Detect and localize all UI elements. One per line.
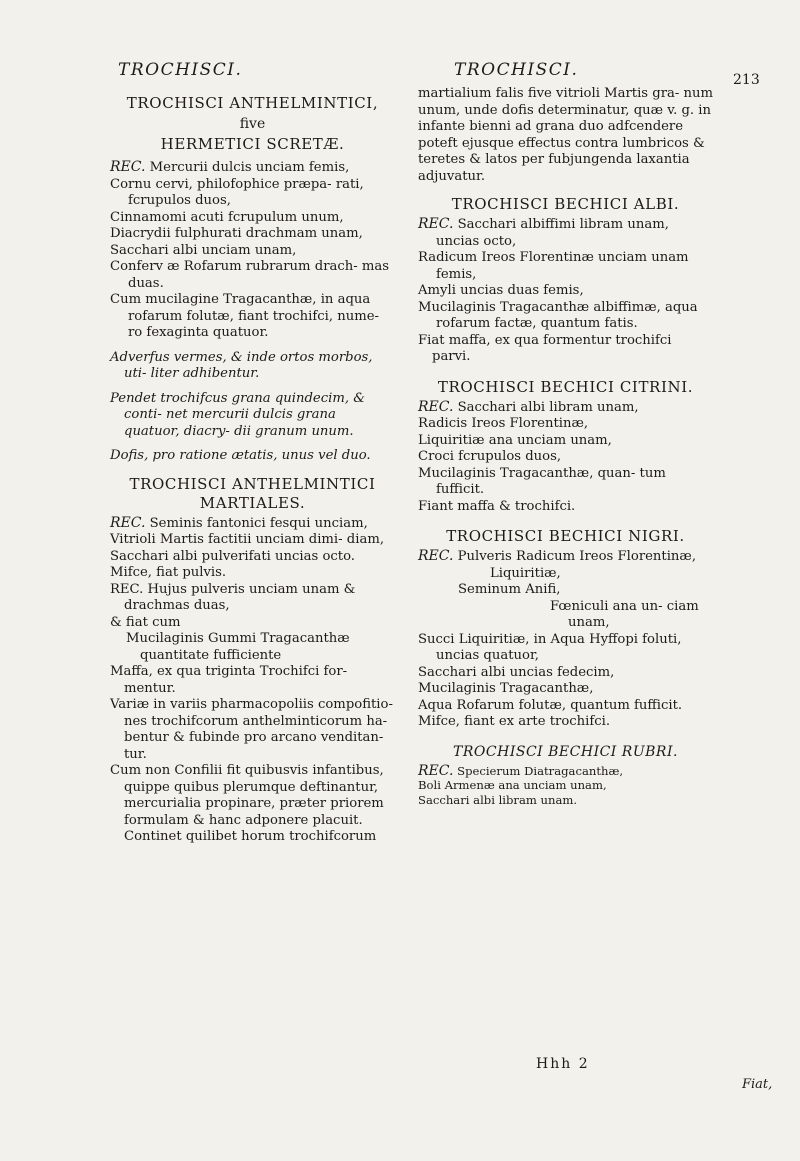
ingredient-line	[418, 582, 713, 599]
ingredient-text: Sacchari albiffimi libram unam, uncias octo,	[436, 217, 669, 249]
ingredient-line	[418, 433, 713, 450]
ingredient-text: Sacchari albi libram unam.	[418, 792, 578, 807]
ingredient-line	[418, 449, 713, 466]
section-subheading: five	[239, 116, 266, 132]
section-heading: TROCHISCI BECHICI CITRINI.	[437, 377, 694, 396]
ingredient-text: Succi Liquiritiæ, in Aqua Hyffopi foluti, uncias quatuor,	[418, 631, 682, 663]
ingredient-text: Sacchari albi unciam unam,	[110, 242, 297, 258]
ingredient-line	[418, 665, 713, 682]
ingredient-line	[418, 632, 713, 665]
ingredient-line	[110, 515, 395, 533]
usage-note: Adverfus vermes, & inde ortos morbos, uti- liter adhibentur.	[110, 349, 373, 381]
ingredient-text: Mucilaginis Tragacanthæ,	[418, 681, 594, 696]
ingredient-line	[418, 399, 713, 417]
ingredient-text: Amyli uncias duas femis,	[418, 283, 584, 298]
ingredient-line	[110, 210, 395, 227]
closing-line: Fiant maffa & trochifci.	[418, 498, 576, 514]
recipe-marker: REC.	[418, 216, 454, 232]
recipe-marker: REC.	[418, 548, 454, 564]
ingredient-text: Mucilaginis Tragacanthæ, quan- tum fufficit.	[418, 465, 666, 497]
ingredient-line	[110, 177, 395, 210]
section-heading: TROCHISCI BECHICI RUBRI.	[453, 743, 678, 760]
ingredient-text: Pulveris Radicum Ireos Florentinæ,	[457, 549, 697, 564]
ingredient-text: Sacchari albi uncias fedecim,	[418, 664, 615, 680]
ingredient-line	[110, 159, 395, 177]
ingredient-line	[418, 778, 713, 793]
recipe-marker: REC.	[110, 514, 146, 531]
ingredient-text: Boli Armenæ ana unciam unam,	[418, 778, 607, 792]
recipe-marker: REC.	[110, 159, 146, 175]
ingredient-line	[418, 250, 713, 283]
ingredient-text: Diacrydii fulphurati drachmam unam,	[110, 226, 363, 241]
ingredient-text: Specierum Diatragacanthæ,	[457, 763, 624, 778]
direction-line: Mifce, fiat pulvis.	[110, 565, 227, 580]
right-column	[418, 60, 713, 807]
signature-mark: Hhh 2	[536, 1056, 590, 1072]
ingredient-text: Sacchari albi pulverifati uncias octo.	[110, 548, 355, 564]
dosage-note: Dofis, pro ratione ætatis, unus vel duo.	[110, 448, 371, 463]
ingredient-text: Aqua Rofarum folutæ, quantum fufficit.	[418, 697, 683, 713]
ingredient-text: Seminum Anifi,	[458, 582, 561, 597]
recipe-marker: REC.	[418, 762, 454, 779]
section-heading: TROCHISCI BECHICI ALBI.	[451, 195, 680, 213]
ingredient-line	[110, 243, 395, 260]
ingredient-text: Radicis Ireos Florentinæ,	[418, 416, 589, 431]
ingredient-text: Cornu cervi, philofophice præpa- rati, fcrupulos duos,	[110, 176, 364, 208]
recipe-marker: REC.	[418, 398, 454, 415]
ingredient-line	[110, 259, 395, 292]
ingredient-text: Mucilaginis Tragacanthæ albiffimæ, aqua rofarum factæ, quantum fatis.	[418, 299, 698, 331]
ingredient-line	[418, 698, 713, 715]
catchword: Fiat,	[742, 1077, 773, 1092]
direction-line: & fiat cum	[110, 614, 181, 630]
ingredient-line	[418, 300, 713, 333]
ingredient-text: Croci fcrupulos duos,	[418, 449, 562, 464]
ingredient-line	[110, 226, 395, 243]
closing-line: Fiat maffa, ex qua formentur trochifci parvi.	[418, 332, 672, 364]
ingredient-line	[418, 566, 713, 583]
ingredient-text: Vitrioli Martis factitii unciam dimi- diam,	[110, 532, 385, 547]
ingredient-text: Seminis fantonici fesqui unciam,	[149, 515, 368, 531]
ingredient-text: Liquiritiæ ana unciam unam,	[418, 432, 612, 448]
section-subheading: HERMETICI SCRETÆ.	[160, 135, 345, 153]
direction-line: Variæ in variis pharmacopoliis compofitio- nes trochifcorum anthelminticorum ha- bentur & fubinde pro arcano venditan- tur.	[110, 697, 393, 762]
ingredient-line	[110, 292, 395, 342]
weight-note: Pendet trochifcus grana quindecim, & conti- net mercurii dulcis grana quatuor, diacry- dii granum unum.	[110, 390, 365, 439]
direction-line: Maffa, ex qua triginta Trochifci for- mentur.	[110, 664, 348, 696]
ingredient-text: Conferv æ Rofarum rubrarum drach- mas duas.	[110, 259, 390, 291]
ingredient-line	[418, 599, 713, 632]
ingredient-line	[418, 283, 713, 300]
ingredient-line	[418, 681, 713, 698]
section-heading: TROCHISCI ANTHELMINTICI,	[126, 94, 379, 112]
ingredient-text: Fœniculi ana un- ciam unam,	[550, 598, 699, 630]
section-heading: TROCHISCI ANTHELMINTICI MARTIALES.	[129, 474, 376, 512]
direction-line: Mucilaginis Gummi Tragacanthæ quantitate fufficiente	[126, 631, 350, 663]
ingredient-text: Cinnamomi acuti fcrupulum unum,	[110, 209, 344, 225]
ingredient-line	[418, 416, 713, 433]
ingredient-line	[110, 532, 395, 549]
ingredient-text: Liquiritiæ,	[490, 565, 561, 581]
ingredient-line	[418, 216, 713, 250]
continuation-paragraph: martialium falis five vitrioli Martis gra- num unum, unde dofis determinatur, quæ v. g. in infante bienni ad grana duo adfcendere poteft ejusque effectus contra lumbricos & teretes & latos per fubjungenda laxantia adjuvatur.	[418, 86, 714, 184]
ingredient-text: Radicum Ireos Florentinæ unciam unam femis,	[418, 250, 689, 282]
running-head-right: TROCHISCI.	[454, 60, 579, 80]
section-heading: TROCHISCI BECHICI NIGRI.	[446, 527, 685, 545]
ingredient-text: Mercurii dulcis unciam femis,	[149, 160, 350, 175]
ingredient-line	[418, 793, 713, 808]
ingredient-line	[418, 764, 713, 779]
ingredient-text: Sacchari albi libram unam,	[457, 399, 639, 415]
ingredient-text: Cum mucilagine Tragacanthæ, in aqua rofarum folutæ, fiant trochifci, nume- ro fexaginta quatuor.	[110, 292, 379, 340]
left-column	[110, 60, 395, 846]
closing-line: Mifce, fiant ex arte trochifci.	[418, 714, 611, 729]
ingredient-line	[110, 549, 395, 566]
page-number: 213	[733, 72, 760, 88]
running-head-left: TROCHISCI.	[118, 60, 243, 80]
direction-line: REC. Hujus pulveris unciam unam & drachmas duas,	[110, 581, 356, 613]
direction-line: Cum non Confilii fit quibusvis infantibus, quippe quibus plerumque deftinantur, mercurialia propinare, præter priorem formulam & hanc adponere placuit. Continet quilibet horum trochifcorum	[110, 763, 384, 844]
ingredient-line	[418, 466, 713, 499]
ingredient-line	[418, 548, 713, 566]
